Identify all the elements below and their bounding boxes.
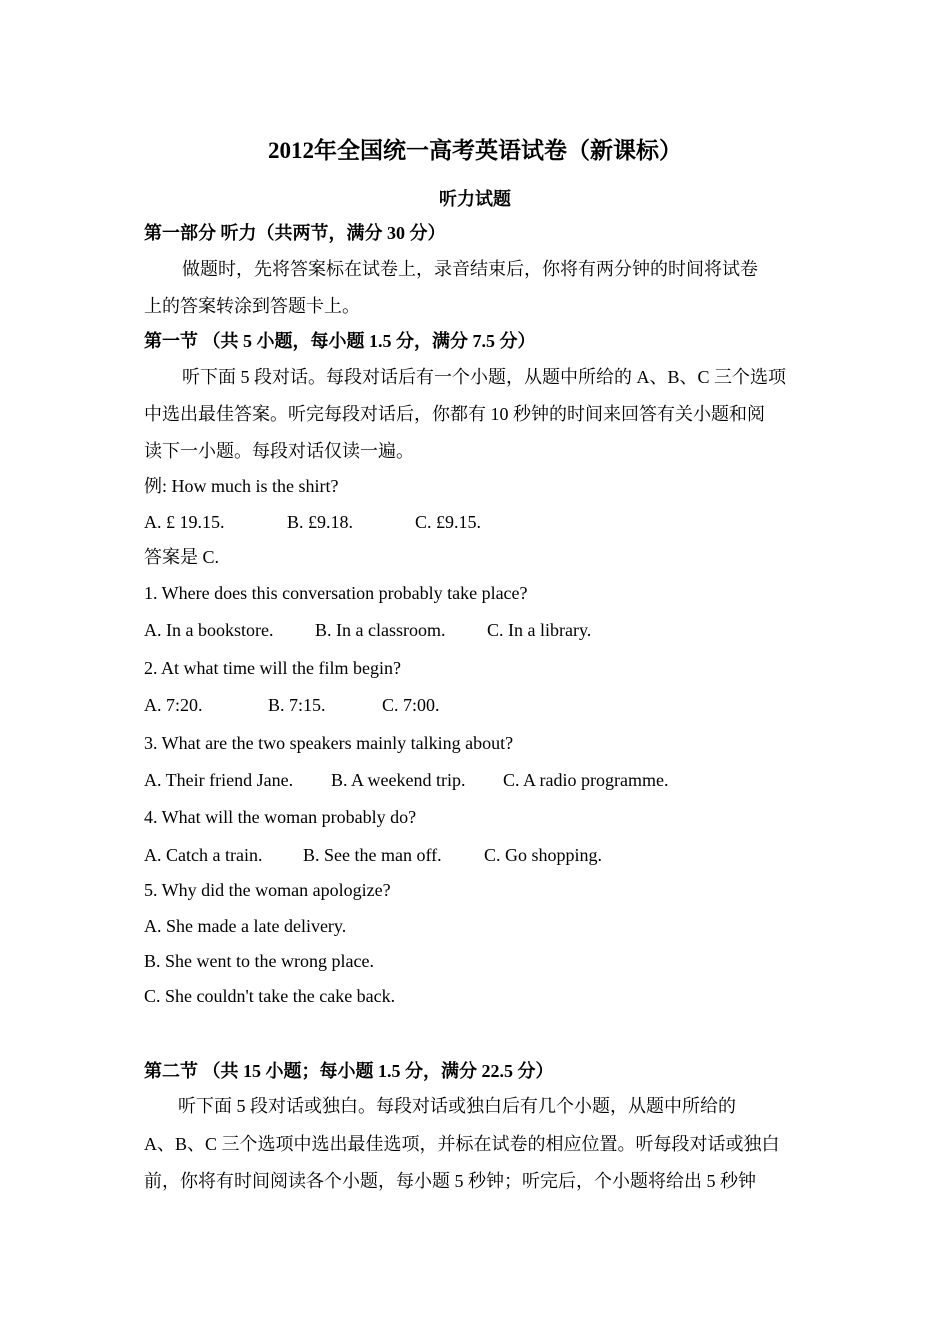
question-2: 2. At what time will the film begin? — [144, 658, 401, 678]
example-option-c: C. £9.15. — [415, 512, 482, 532]
example-option-b: B. £9.18. — [287, 512, 354, 532]
section1-heading: 第一节 （共 5 小题，每小题 1.5 分，满分 7.5 分） — [144, 331, 536, 351]
section1-intro-line1: 听下面 5 段对话。每段对话后有一个小题，从题中所给的 A、B、C 三个选项 — [182, 367, 787, 387]
section2-intro-line2: A、B、C 三个选项中选出最佳选项，并标在试卷的相应位置。听每段对话或独白 — [144, 1134, 780, 1154]
q5-option-b: B. She went to the wrong place. — [144, 951, 374, 971]
example-answer: 答案是 C. — [144, 547, 220, 567]
q1-option-c: C. In a library. — [487, 620, 592, 640]
section1-intro-line2: 中选出最佳答案。听完每段对话后，你都有 10 秒钟的时间来回答有关小题和阅 — [144, 404, 765, 424]
part1-intro-line1: 做题时，先将答案标在试卷上，录音结束后，你将有两分钟的时间将试卷 — [182, 259, 758, 279]
q2-option-a: A. 7:20. — [144, 695, 203, 715]
q5-option-a: A. She made a late delivery. — [144, 916, 347, 936]
part1-intro-line2: 上的答案转涂到答题卡上。 — [144, 296, 360, 316]
page-title: 2012年全国统一高考英语试卷（新课标） — [268, 138, 682, 163]
section1-intro-line3: 读下一小题。每段对话仅读一遍。 — [144, 441, 414, 461]
section2-intro-line1: 听下面 5 段对话或独白。每段对话或独白后有几个小题，从题中所给的 — [178, 1096, 736, 1116]
q4-option-a: A. Catch a train. — [144, 845, 263, 865]
q1-option-a: A. In a bookstore. — [144, 620, 274, 640]
question-3: 3. What are the two speakers mainly talking about? — [144, 733, 514, 753]
q2-option-b: B. 7:15. — [268, 695, 326, 715]
part1-heading: 第一部分 听力（共两节，满分 30 分） — [144, 223, 446, 243]
page-subtitle: 听力试题 — [439, 189, 511, 209]
q5-option-c: C. She couldn't take the cake back. — [144, 986, 396, 1006]
example-option-a: A. £ 19.15. — [144, 512, 225, 532]
question-4: 4. What will the woman probably do? — [144, 807, 417, 827]
q3-option-c: C. A radio programme. — [503, 770, 669, 790]
q1-option-b: B. In a classroom. — [315, 620, 446, 640]
q3-option-a: A. Their friend Jane. — [144, 770, 294, 790]
question-1: 1. Where does this conversation probably take place? — [144, 583, 528, 603]
section2-intro-line3: 前，你将有时间阅读各个小题，每小题 5 秒钟；听完后，个小题将给出 5 秒钟 — [144, 1171, 756, 1191]
q2-option-c: C. 7:00. — [382, 695, 440, 715]
example-question: 例: How much is the shirt? — [144, 476, 339, 496]
q3-option-b: B. A weekend trip. — [331, 770, 466, 790]
q4-option-b: B. See the man off. — [303, 845, 442, 865]
question-5: 5. Why did the woman apologize? — [144, 880, 391, 900]
section2-heading: 第二节 （共 15 小题；每小题 1.5 分，满分 22.5 分） — [144, 1061, 554, 1081]
q4-option-c: C. Go shopping. — [484, 845, 603, 865]
